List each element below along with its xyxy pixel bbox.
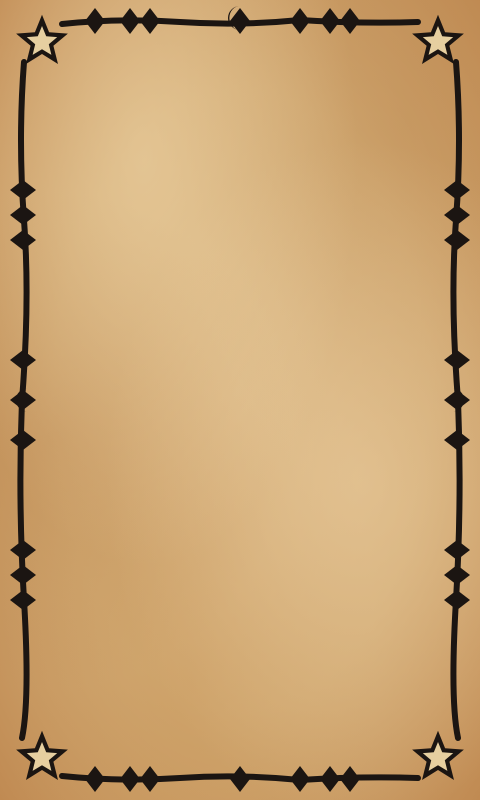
border-barb (444, 540, 470, 560)
border-barb (444, 565, 470, 585)
border-barb (444, 430, 470, 450)
border-barb (444, 390, 470, 410)
border-barb (10, 540, 36, 560)
border-barb (120, 8, 140, 34)
border-barb (230, 766, 250, 792)
border-barb (10, 565, 36, 585)
border-barb (10, 205, 36, 225)
border-barb (85, 766, 105, 792)
border-barb (444, 205, 470, 225)
border-barb (320, 766, 340, 792)
border-barb (340, 766, 360, 792)
border-barb (444, 350, 470, 370)
border-barb (10, 590, 36, 610)
border-barb (10, 350, 36, 370)
border-barb (444, 180, 470, 200)
border-barb (120, 766, 140, 792)
border-barb (444, 230, 470, 250)
border-barb (290, 766, 310, 792)
border-barb (85, 8, 105, 34)
border-barb (340, 8, 360, 34)
border-barb (444, 590, 470, 610)
border-barb (10, 230, 36, 250)
border-barb (140, 766, 160, 792)
border-barb (10, 180, 36, 200)
border-barb (10, 430, 36, 450)
border-barb (290, 8, 310, 34)
border-barb (230, 8, 250, 34)
border-barb (140, 8, 160, 34)
border-barb (320, 8, 340, 34)
border-barb (10, 390, 36, 410)
